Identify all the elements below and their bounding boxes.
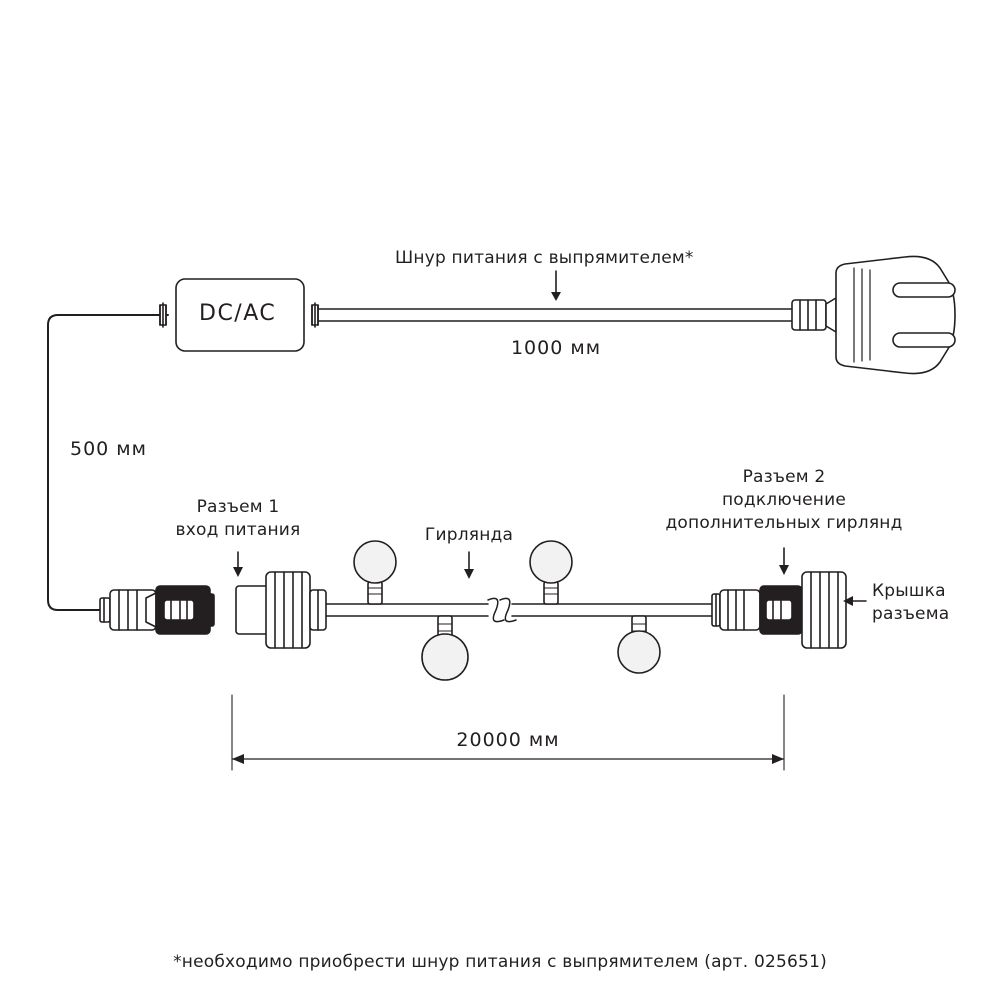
adapter-right-collar: [312, 303, 318, 327]
power-cord-arrow: [551, 271, 561, 301]
garland-bulb-down-1: [422, 616, 468, 680]
label-garland: Гирлянда: [424, 525, 514, 545]
footnote-text: *необходимо приобрести шнур питания с выпрямителем (арт. 025651): [173, 952, 827, 972]
adapter-left-collar: [160, 303, 166, 327]
label-connector1-line1: Разъем 1: [196, 497, 280, 517]
plug-strain-relief: [792, 298, 836, 332]
label-lead-length: 500 мм: [70, 438, 147, 460]
connector2-arrow: [779, 548, 789, 575]
connector1-male-plug: [100, 586, 214, 634]
connector2-cap: [802, 572, 846, 648]
label-connector1-line2: вход питания: [175, 520, 301, 540]
garland-bulb-down-2: [618, 616, 660, 673]
label-cap-line2: разъема: [872, 604, 950, 624]
connector1-arrow: [233, 552, 243, 577]
cable-break-symbol: [488, 598, 516, 621]
garland-cable: [326, 604, 712, 616]
mains-cord: [318, 309, 796, 321]
label-cap-line1: Крышка: [872, 581, 946, 601]
connector1-female-coupler: [236, 572, 326, 648]
connector2-male-plug: [712, 586, 802, 634]
label-power-cord: Шнур питания с выпрямителем*: [395, 248, 694, 268]
label-total-length: 20000 мм: [456, 729, 560, 751]
label-connector2-line2: подключение: [721, 490, 847, 510]
label-adapter-type: DC/AC: [199, 301, 277, 326]
label-connector2-line3: дополнительных гирлянд: [665, 513, 903, 533]
garland-bulb-up-1: [354, 541, 396, 604]
adapter-output-lead: [48, 315, 168, 610]
garland-arrow: [464, 552, 474, 579]
garland-bulb-up-2: [530, 541, 572, 604]
label-connector2-line1: Разъем 2: [742, 467, 826, 487]
label-cord-length: 1000 мм: [510, 337, 602, 359]
power-plug: [836, 256, 955, 373]
